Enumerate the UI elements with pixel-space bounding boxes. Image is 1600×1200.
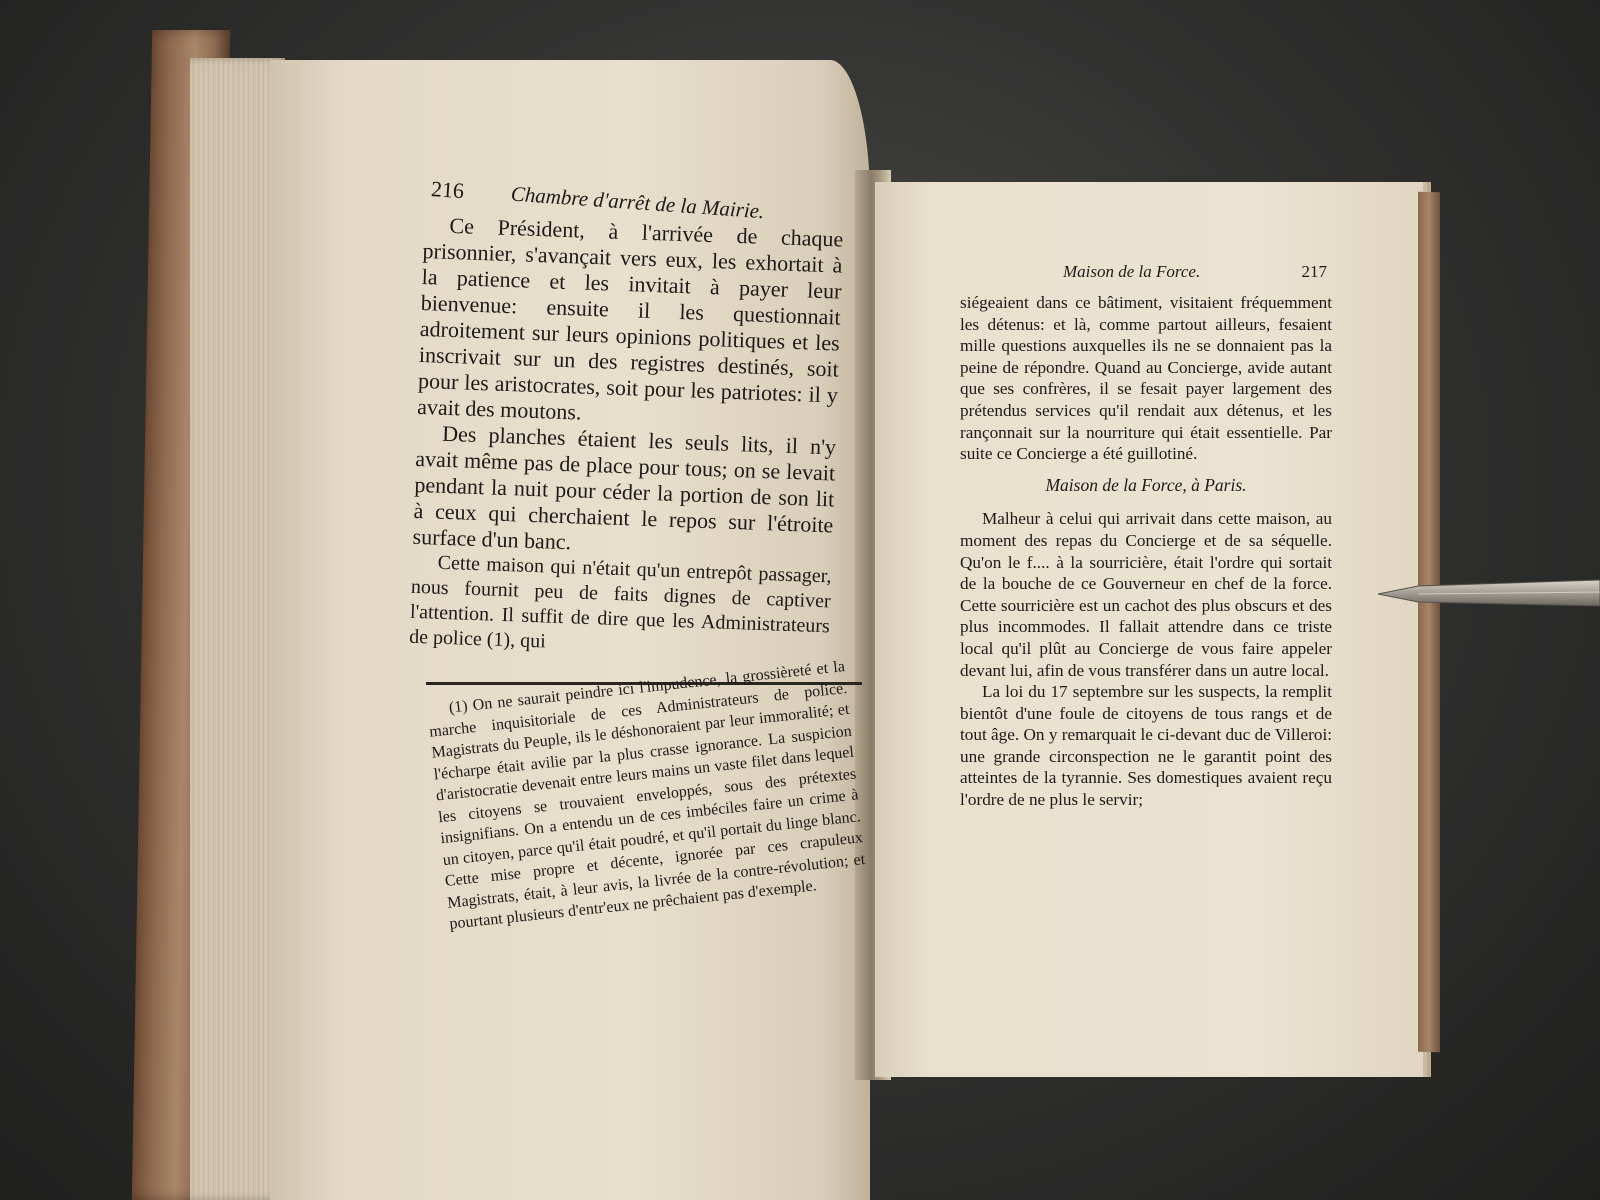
left-page-body (409, 212, 844, 664)
letter-opener-blade (1378, 576, 1600, 612)
right-paragraph: Malheur à celui qui arrivait dans cette maison, au moment des repas du Concierge et de sa séquelle. Qu'on le f.... à la sourricière, était l'ordre qui sortait de la bouche de ce Gouverneur en chef de la force. Cette sourricière est un cachot des plus obscurs et des plus incommodes. Il fallait attendre dans ce triste local qu'il plût au Concierge de vous faire appeler devant lui, afin de vous transférer dans un autre local. (960, 509, 1332, 680)
right-page-number: 217 (1301, 262, 1327, 281)
left-footnote: (1) On ne saurait peindre ici l'impudence, la grossièreté et la marche inquisitoriale de ces Administrateurs de police. Magistrats du Peuple, ils le déshonoraient par leur immoralité; et l'écharpe était avilie par la plus crasse ignorance. La suspicion d'aristocratie devenait entre leurs mains un vaste filet dans lequel les citoyens se trouvaient enveloppés, sous des prétextes insignifians. On a entendu un de ces imbéciles faire un crime à un citoyen, parce qu'il était poudré, et qu'il portait du linge blanc. Cette mise propre et décente, ignorée par ces crapuleux Magistrats, était, à leur avis, la livrée de la contre-révolution; et pourtant plusieurs d'entr'eux ne prêchaient pas d'exemple. (428, 658, 866, 933)
left-page-number: 216 (430, 176, 465, 204)
back-cover-board (1418, 192, 1440, 1053)
right-page-header (1063, 262, 1327, 288)
left-running-head: Chambre d'arrêt de la Mairie. (510, 181, 766, 224)
right-running-head: Maison de la Force. (1063, 262, 1201, 281)
left-paragraph: Ce Président, à l'arrivée de chaque prisonnier, s'avançait vers eux, les exhortait à la patience et les invitait à payer leur bienvenue: ensuite il les questionnait adroitement sur leurs opinions politiques et les inscrivait sur un des registres destinés, soit pour les aristocrates, soit pour les patriotes: il y avait des moutons. (416, 212, 844, 425)
right-continued-paragraph: siégeaient dans ce bâtiment, visitaient fréquemment les détenus: et là, comme partout ailleurs, fesaient mille questions auxquelles ils ne se donnaient pas la peine de répondre. Quand au Concierge, avide autant que ses confrères, il se fesait payer largement des prétendus services qu'il rendait aux détenus, et les rançonnait sur la nourriture qui était essentielle. Par suite ce Concierge a été guillotiné. (960, 293, 1332, 464)
left-paragraph: Cette maison qui n'était qu'un entrepôt passager, nous fournit peu de faits dignes de captiver l'attention. Il suffit de dire que les Administrateurs de police (1), qui (408, 551, 832, 653)
left-paragraph: Des planches étaient les seuls lits, il n'y avait même pas de place pour tous; on se levait pendant la nuit pour céder la portion de son lit à ceux qui cherchaient le repos sur l'étroite surface d'un banc. (412, 420, 837, 555)
right-paragraph: La loi du 17 septembre sur les suspects, la remplit bientôt d'une foule de citoyens de tous rangs et de tout âge. On y remarquait le ci-devant duc de Villeroi: une grande circonspection ne le garantit point des atteintes de la tyrannie. Ses domestiques avaient reçu l'ordre de ne plus le servir; (960, 682, 1332, 810)
right-page-body (960, 292, 1332, 811)
section-heading: Maison de la Force, à Paris. (1045, 474, 1247, 495)
